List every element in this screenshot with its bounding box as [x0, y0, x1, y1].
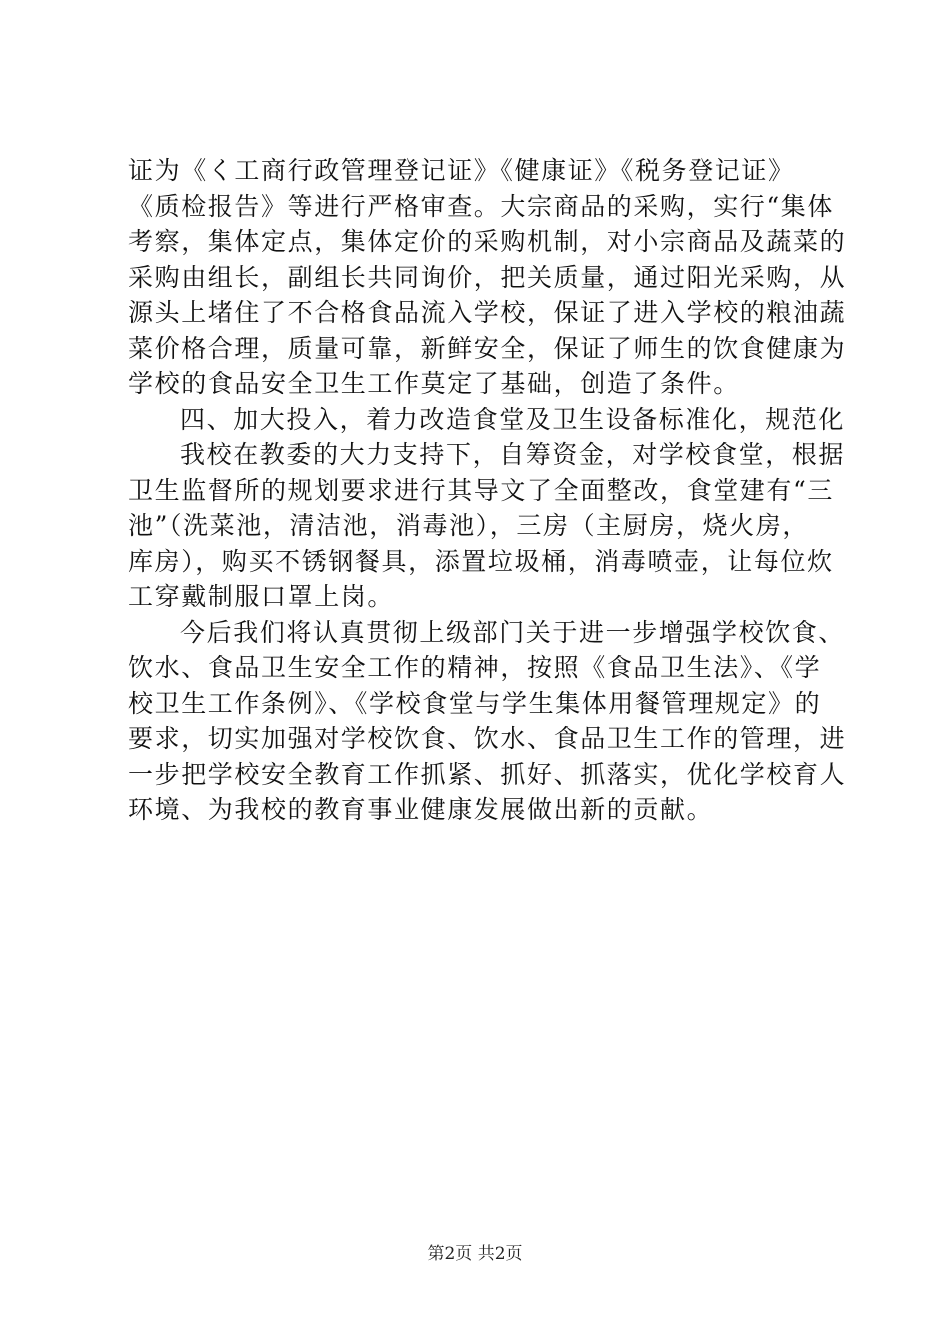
section-heading: 四、加大投入，着力改造食堂及卫生设备标准化，规范化 [180, 404, 846, 434]
text-line: 库房），购买不锈钢餐具，添置垃圾桶，消毒喷壶，让每位炊 [128, 546, 834, 576]
text-line: 卫生监督所的规划要求进行其导文了全面整改，食堂建有“三 [128, 475, 834, 505]
text-line: 校卫生工作条例》、《学校食堂与学生集体用餐管理规定》的 [128, 688, 822, 718]
page-number-footer: 第2页 共2页 [427, 1244, 523, 1264]
text-line: 环境、为我校的教育事业健康发展做出新的贡献。 [128, 795, 714, 824]
text-line: 饮水、食品卫生安全工作的精神，按照《食品卫生法》、《学 [128, 653, 822, 682]
text-line: 学校的食品安全卫生工作莫定了基础，创造了条件。 [128, 369, 740, 398]
text-line: 考察，集体定点，集体定价的采购机制，对小宗商品及蔬菜的 [128, 227, 847, 256]
text-line: 菜价格合理，质量可靠，新鲜安全，保证了师生的饮食健康为 [128, 333, 847, 363]
text-line: 采购由组长，副组长共同询价，把关质量，通过阳光采购，从 [128, 262, 847, 292]
text-line: 工穿戴制服口罩上岗。 [128, 582, 395, 611]
text-line: 要求，切实加强对学校饮食、饮水、食品卫生工作的管理，进 [128, 724, 847, 753]
text-line: 源头上堵住了不合格食品流入学校，保证了进入学校的粮油蔬 [128, 298, 847, 327]
text-line: 一步把学校安全教育工作抓紧、抓好、抓落实，优化学校育人 [128, 759, 847, 789]
text-line: 证为《く工商行政管理登记证》《健康证》《税务登记证》 [128, 156, 795, 185]
text-line: 今后我们将认真贯彻上级部门关于进一步增强学校饮食、 [180, 617, 846, 647]
text-line: 我校在教委的大力支持下，自筹资金，对学校食堂，根据 [180, 440, 846, 469]
document-body [128, 153, 847, 828]
text-line: 池”（洗菜池，清洁池，消毒池），三房（主厨房，烧火房， [128, 511, 809, 540]
text-line: 《质检报告》等进行严格审查。大宗商品的采购，实行“集体 [128, 191, 834, 221]
